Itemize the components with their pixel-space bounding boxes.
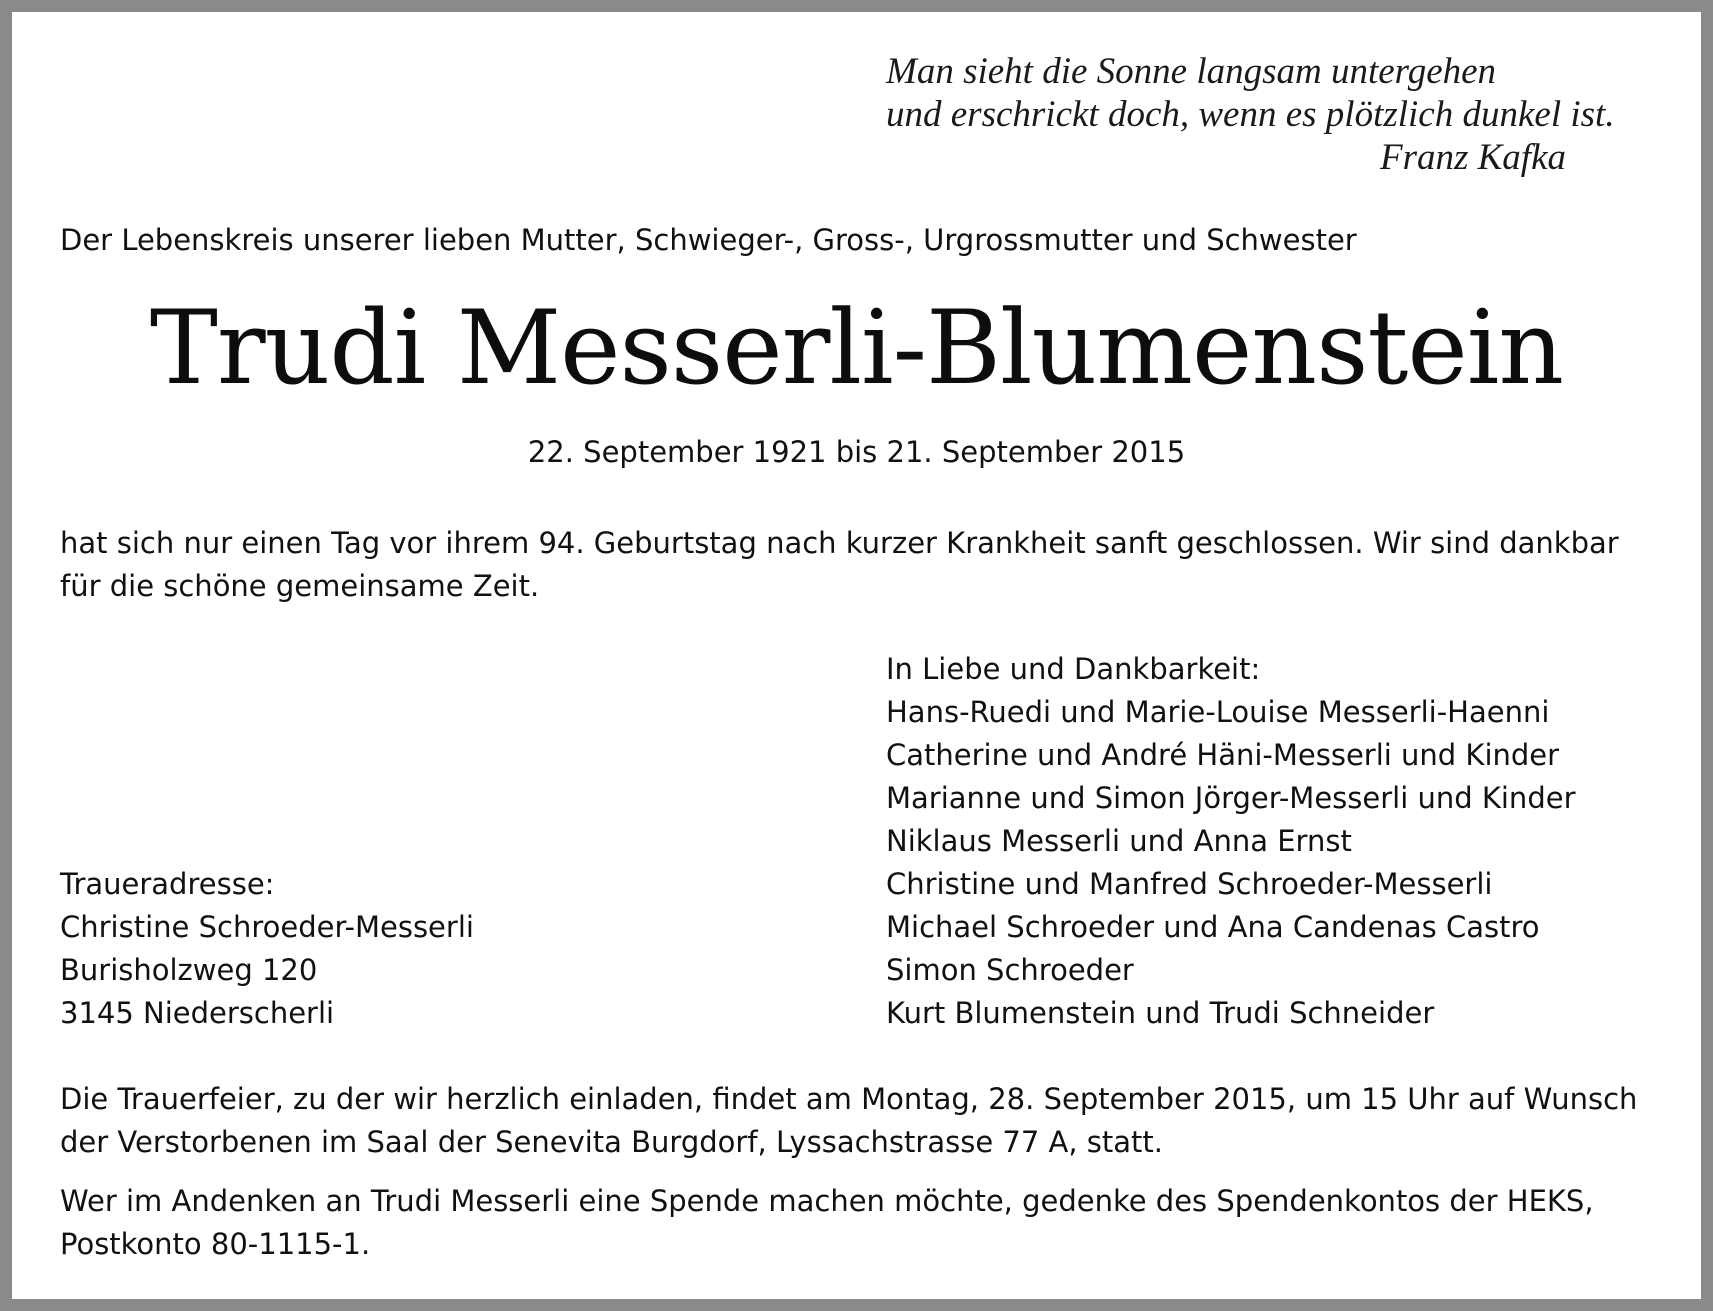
quote-author: Franz Kafka [1379, 137, 1566, 178]
mourners-list [886, 648, 1576, 1035]
mourners-heading: In Liebe und Dankbarkeit: [886, 652, 1261, 686]
mourning-address [60, 863, 474, 1035]
address-line: 3145 Niederscherli [60, 996, 335, 1030]
paragraph-donation: Wer im Andenken an Trudi Messerli eine Spende machen möchte, gedenke des Spendenkontos der HEKS, Postkonto 80-1115-1. [60, 1184, 1594, 1261]
paragraph-passing: hat sich nur einen Tag vor ihrem 94. Geburtstag nach kurzer Krankheit sanft geschlossen. Wir sind dankbar für die schöne gemeinsame Zeit. [60, 526, 1619, 603]
deceased-name: Trudi Messerli-Blumenstein [149, 289, 1564, 408]
quote-line-1: Man sieht die Sonne langsam untergehen [886, 51, 1497, 92]
mourner-name: Catherine und André Häni-Messerli und Kinder [886, 738, 1560, 772]
mourner-name: Niklaus Messerli und Anna Ernst [886, 824, 1352, 858]
address-heading: Traueradresse: [60, 867, 275, 901]
life-dates: 22. September 1921 bis 21. September 2015 [527, 435, 1186, 469]
quote-line-2: und erschrickt doch, wenn es plötzlich dunkel ist. [886, 94, 1615, 135]
kafka-quote [886, 50, 1615, 178]
paragraph-funeral: Die Trauerfeier, zu der wir herzlich einladen, findet am Montag, 28. September 2015, um 15 Uhr auf Wunsch der Verstorbenen im Saal der Senevita Burgdorf, Lyssachstrasse 77 A, statt. [60, 1082, 1638, 1159]
mourner-name: Hans-Ruedi und Marie-Louise Messerli-Haenni [886, 695, 1550, 729]
mourner-name: Marianne und Simon Jörger-Messerli und Kinder [886, 781, 1576, 815]
mourner-name: Christine und Manfred Schroeder-Messerli [886, 867, 1493, 901]
intro-text: Der Lebenskreis unserer lieben Mutter, Schwieger-, Gross-, Urgrossmutter und Schwester [60, 223, 1357, 257]
mourner-name: Kurt Blumenstein und Trudi Schneider [886, 996, 1435, 1030]
mourner-name: Michael Schroeder und Ana Candenas Castro [886, 910, 1540, 944]
address-line: Christine Schroeder-Messerli [60, 910, 474, 944]
address-line: Burisholzweg 120 [60, 953, 318, 987]
mourner-name: Simon Schroeder [886, 953, 1134, 987]
